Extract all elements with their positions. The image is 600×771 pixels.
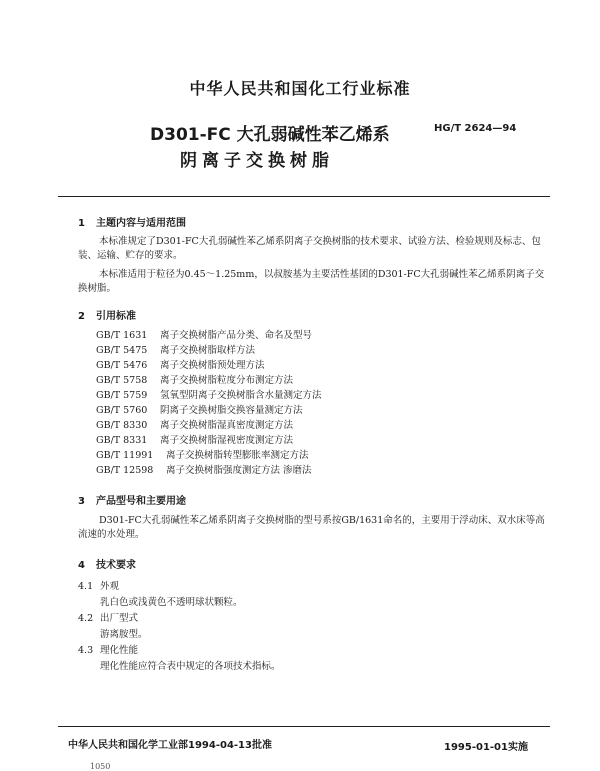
reference-name: 离子交换树脂产品分类、命名及型号 <box>160 330 313 341</box>
section-title: 引用标准 <box>96 311 136 322</box>
page-number: 1050 <box>90 762 111 771</box>
section-number: 2 <box>78 311 85 322</box>
document-title-line1: D301-FC 大孔弱碱性苯乙烯系 <box>150 125 390 145</box>
standard-code: HG/T 2624—94 <box>434 123 517 134</box>
section-title: 技术要求 <box>96 560 136 571</box>
reference-item <box>96 464 312 477</box>
subsection-4-1-text: 乳白色或浅黄色不透明球状颗粒。 <box>100 597 243 608</box>
reference-item <box>96 434 293 447</box>
section-number: 4 <box>78 560 85 571</box>
reference-code: GB/T 8330 <box>96 420 148 431</box>
subsection-number: 4.1 <box>78 581 94 592</box>
header-title: 中华人民共和国化工行业标准 <box>189 79 411 98</box>
subsection-4-1 <box>78 578 119 592</box>
reference-name: 离子交换树脂粒度分布测定方法 <box>160 375 294 386</box>
subsection-title: 出厂型式 <box>100 613 139 624</box>
reference-code: GB/T 11991 <box>96 450 154 461</box>
document-title-line2: 阴离子交换树脂 <box>180 151 334 171</box>
section-number: 3 <box>78 496 85 507</box>
section-2-heading <box>78 307 136 322</box>
reference-code: GB/T 5476 <box>96 360 148 371</box>
reference-name: 阴离子交换树脂交换容量测定方法 <box>160 405 303 416</box>
reference-name: 离子交换树脂湿视密度测定方法 <box>160 435 294 446</box>
reference-name: 氢氧型阴离子交换树脂含水量测定方法 <box>160 390 322 401</box>
reference-item <box>96 404 303 417</box>
subsection-4-2 <box>78 610 138 624</box>
subsection-4-2-text: 游离胺型。 <box>100 629 148 640</box>
subsection-title: 外观 <box>100 581 120 592</box>
reference-item <box>96 389 322 402</box>
reference-item <box>96 359 265 372</box>
reference-code: GB/T 12598 <box>96 465 154 476</box>
reference-code: GB/T 5758 <box>96 375 148 386</box>
section-title: 产品型号和主要用途 <box>96 496 186 507</box>
reference-name: 离子交换树脂取样方法 <box>160 345 256 356</box>
reference-code: GB/T 5760 <box>96 405 148 416</box>
section-title: 主题内容与适用范围 <box>96 218 186 229</box>
reference-name: 离子交换树脂转型膨胀率测定方法 <box>166 450 309 461</box>
subsection-number: 4.2 <box>78 613 94 624</box>
section-3-heading <box>78 492 186 507</box>
section-number: 1 <box>78 218 85 229</box>
subsection-4-3-text: 理化性能应符合表中规定的各项技术指标。 <box>100 661 281 672</box>
reference-code: GB/T 5759 <box>96 390 148 401</box>
section-1-para1: 本标准规定了D301-FC大孔弱碱性苯乙烯系阴离子交换树脂的技术要求、试验方法、检验规则及标志、包装、运输、贮存的要求。 <box>78 236 541 261</box>
reference-item <box>96 419 293 432</box>
reference-item <box>96 449 309 462</box>
implementation-date: 1995-01-01实施 <box>444 742 528 753</box>
reference-code: GB/T 8331 <box>96 435 148 446</box>
reference-code: GB/T 5475 <box>96 345 148 356</box>
reference-code: GB/T 1631 <box>96 330 148 341</box>
section-3-para: D301-FC大孔弱碱性苯乙烯系阴离子交换树脂的型号系按GB/1631命名的，主要用于浮动床、双水床等高流速的水处理。 <box>78 515 545 540</box>
top-divider <box>58 196 550 197</box>
bottom-divider <box>58 726 550 727</box>
section-4-heading <box>78 556 136 571</box>
subsection-number: 4.3 <box>78 645 94 656</box>
approval-statement: 中华人民共和国化学工业部1994-04-13批准 <box>68 740 272 751</box>
reference-item <box>96 344 255 357</box>
reference-name: 离子交换树脂强度测定方法 渗磨法 <box>166 465 312 476</box>
subsection-4-3 <box>78 642 138 656</box>
section-1-heading <box>78 214 186 229</box>
reference-name: 离子交换树脂湿真密度测定方法 <box>160 420 294 431</box>
reference-name: 离子交换树脂预处理方法 <box>160 360 265 371</box>
subsection-title: 理化性能 <box>100 645 139 656</box>
section-1-para2: 本标准适用于粒径为0.45～1.25mm，以叔胺基为主要活性基团的D301-FC大孔弱碱性苯乙烯系阴离子交换树脂。 <box>78 269 545 294</box>
reference-item <box>96 329 312 342</box>
reference-item <box>96 374 293 387</box>
